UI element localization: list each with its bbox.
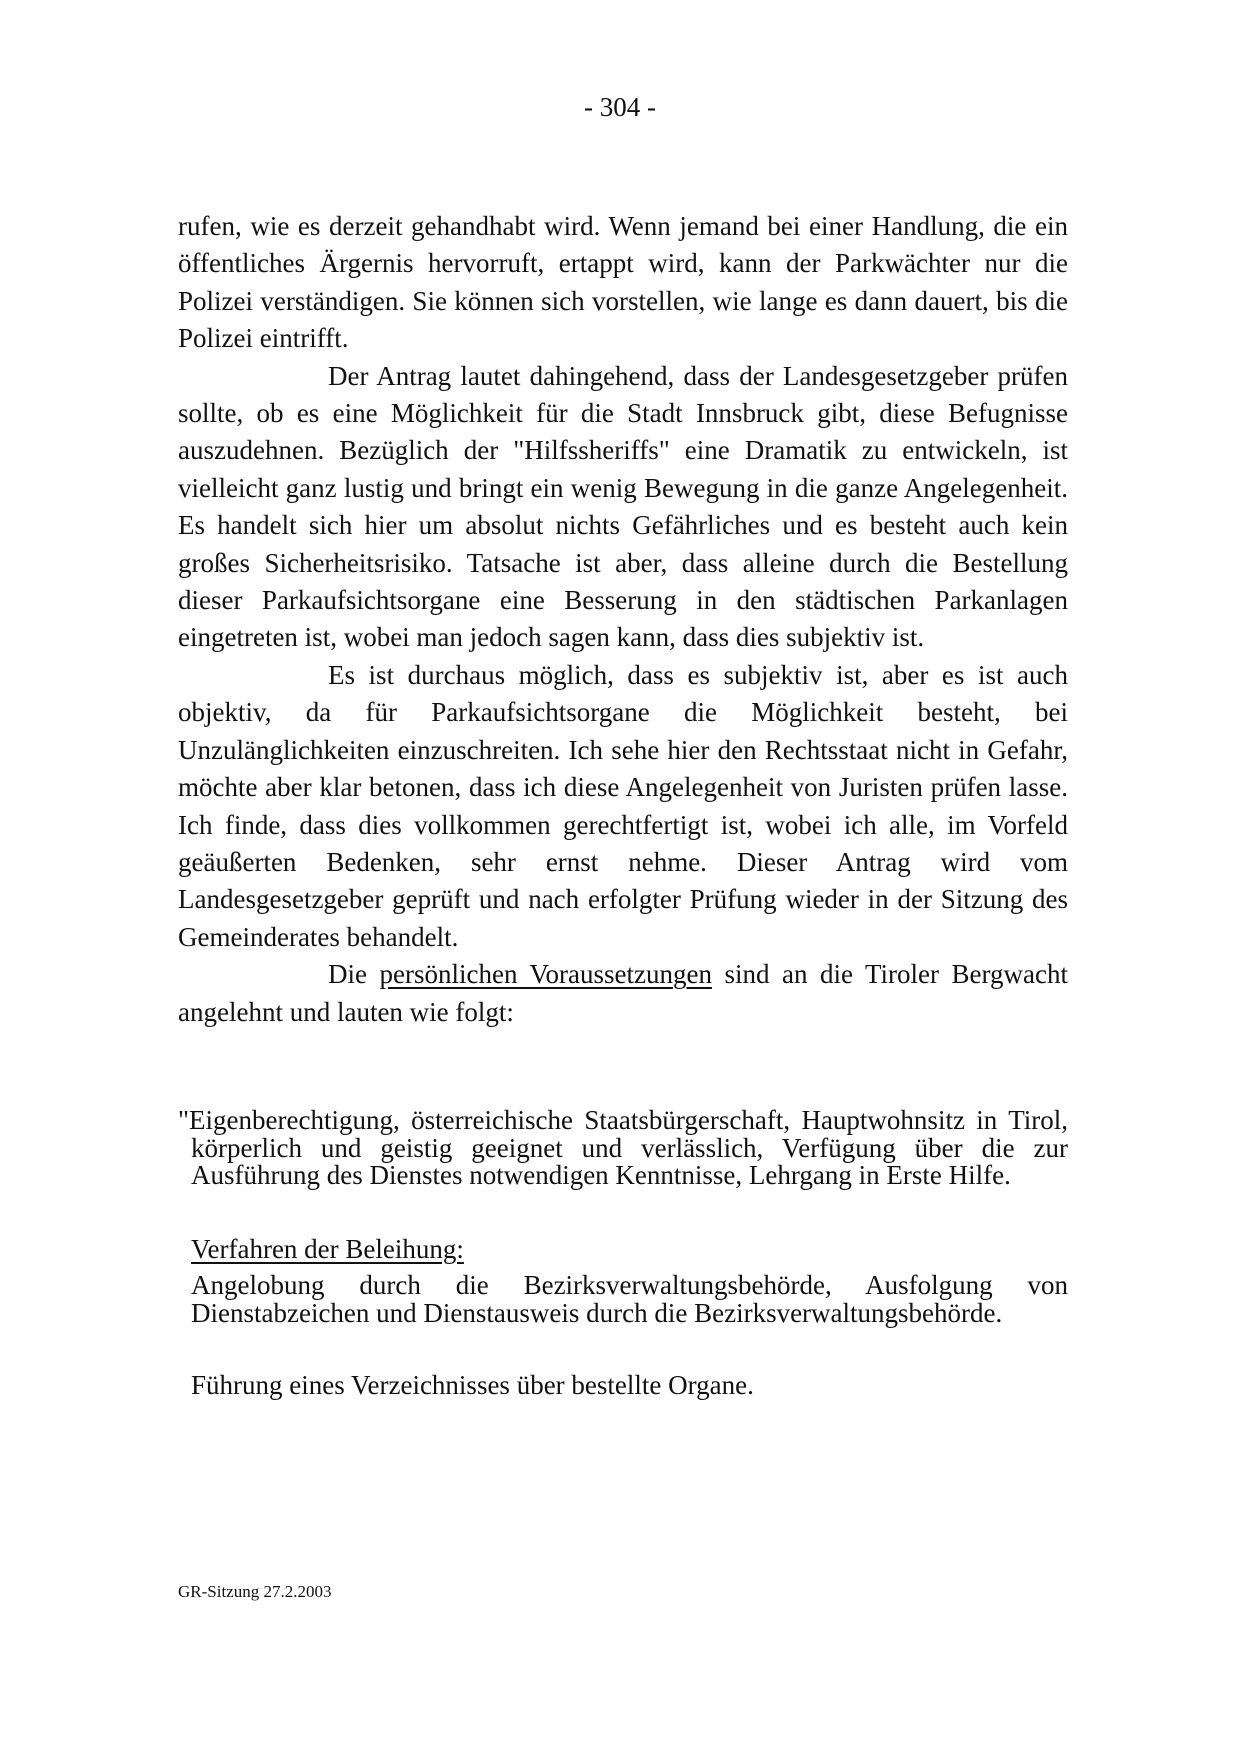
voraussetzungen-suffix: sind an die Tiroler Bergwacht angelehnt und lauten wie folgt: [178, 959, 1068, 1027]
page-number: - 304 - [584, 92, 656, 122]
procedure-heading-wrapper [178, 1233, 1068, 1264]
register-text: Führung eines Verzeichnisses über bestellte Organe. [191, 1370, 754, 1400]
procedure-heading: Verfahren der Beleihung: [191, 1233, 464, 1264]
voraussetzungen-prefix: Die [328, 959, 380, 990]
voraussetzungen-underlined: persönlichen Voraussetzungen [379, 959, 712, 990]
paragraph-2: Der Antrag lautet dahingehend, dass der Landesgesetzgeber prüfen sollte, ob es eine Möglichkeit für die Stadt Innsbruck gibt, diese Befugnisse auszudehnen. Bezüglich der "Hilfssheriffs" eine Dramatik zu entwickeln, ist vielleicht ganz lustig und bringt ein wenig Bewegung in die ganze Angelegenheit. Es handelt sich hier um absolut nichts Gefährliches und es besteht auch kein großes Sicherheitsrisiko. Tatsache ist aber, dass alleine durch die Bestellung dieser Parkaufsichtsorgane eine Besserung in den städtischen Parkanlagen eingetreten ist, wobei man jedoch sagen kann, dass dies subjektiv ist. [178, 360, 1068, 653]
paragraph-voraussetzungen [178, 956, 1068, 1031]
body-text [178, 208, 1068, 1031]
requirements-quote: "Eigenberechtigung, österreichische Staatsbürgerschaft, Hauptwohnsitz in Tirol, körperlich und geistig geeignet und verlässlich, Verfügung über die zur Ausführung des Dienstes notwendigen Kenntnisse, Lehrgang in Erste Hilfe. [178, 1105, 1068, 1190]
footer-session-date: GR-Sitzung 27.2.2003 [178, 1582, 332, 1601]
paragraph-3: Es ist durchaus möglich, dass es subjektiv ist, aber es ist auch objektiv, da für Parkaufsichtsorgane die Möglichkeit besteht, bei Unzulänglichkeiten einzuschreiten. Ich sehe hier den Rechtsstaat nicht in Gefahr, möchte aber klar betonen, dass ich diese Angelegenheit von Juristen prüfen lasse. Ich finde, dass dies vollkommen gerechtfertigt ist, wobei ich alle, im Vorfeld geäußerten Bedenken, sehr ernst nehme. Dieser Antrag wird vom Landesgesetzgeber geprüft und nach erfolgter Prüfung wieder in der Sitzung des Gemeinderates behandelt. [178, 659, 1068, 952]
paragraph-1: rufen, wie es derzeit gehandhabt wird. Wenn jemand bei einer Handlung, die ein öffentliches Ärgernis hervorruft, ertappt wird, kann der Parkwächter nur die Polizei verständigen. Sie können sich vorstellen, wie lange es dann dauert, bis die Polizei eintrifft. [178, 211, 1068, 354]
quote-block [178, 1107, 1068, 1400]
procedure-text: Angelobung durch die Bezirksverwaltungsbehörde, Ausfolgung von Dienstabzeichen und Dienstausweis durch die Bezirksverwaltungsbehörde. [191, 1270, 1068, 1328]
